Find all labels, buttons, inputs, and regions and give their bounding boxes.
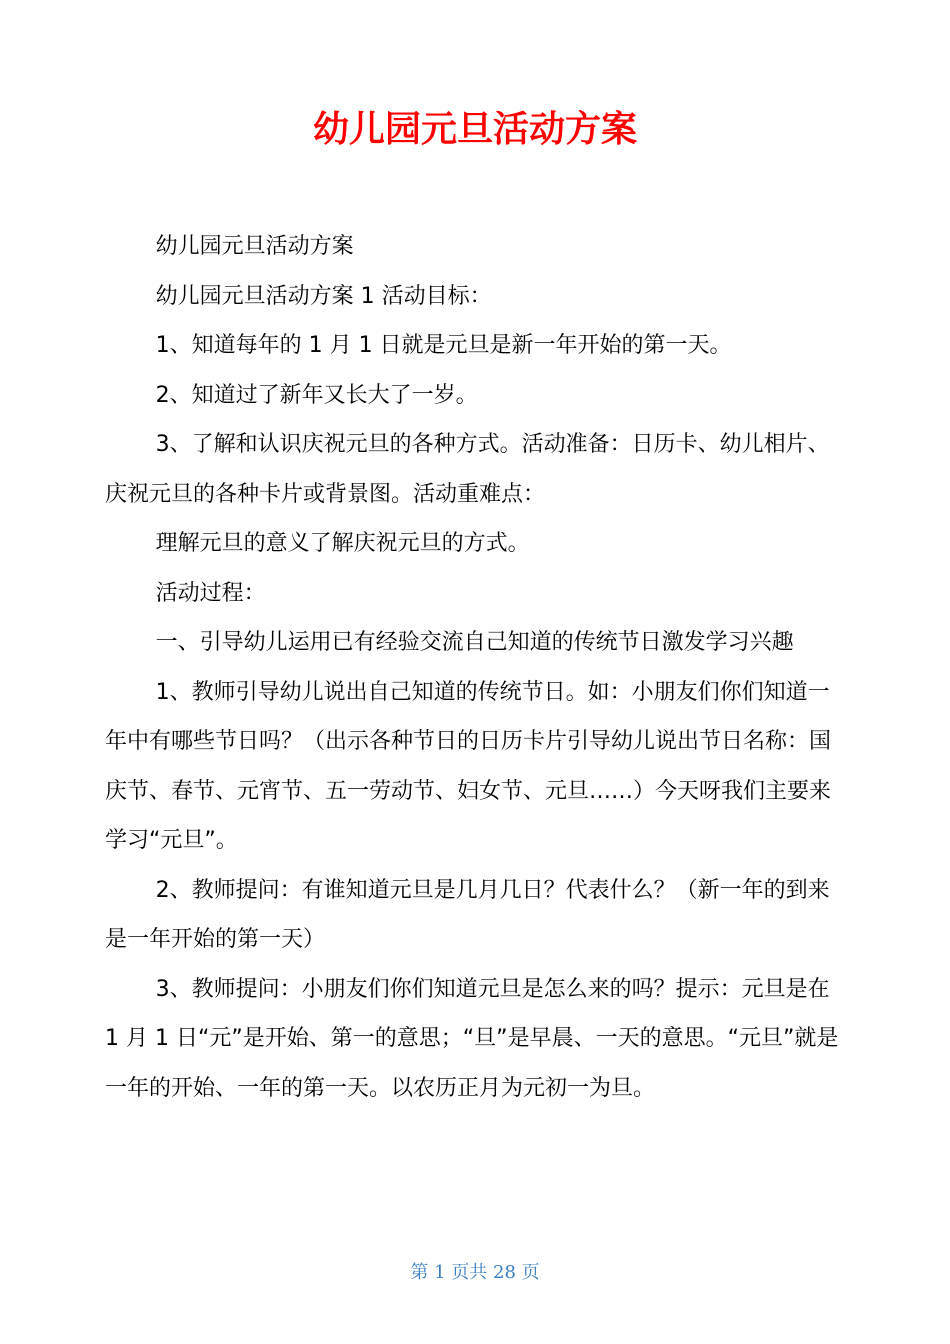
paragraph: 3、教师提问：小朋友们你们知道元旦是怎么来的吗？提示：元旦是在 1 月 1 日“元”是开始、第一的意思；“旦”是早晨、一天的意思。“元旦”就是一年的开始、一年的第一天。以农历正月为元初一为旦。 (105, 976, 839, 1101)
paragraph: 1、教师引导幼儿说出自己知道的传统节日。如：小朋友们你们知道一年中有哪些节日吗？（出示各种节日的日历卡片引导幼儿说出节日名称：国庆节、春节、元宵节、五一劳动节、妇女节、元旦……）今天呀我们主要来学习“元旦”。 (105, 679, 832, 853)
paragraph: 活动过程： (155, 580, 266, 606)
paragraph: 3、了解和认识庆祝元旦的各种方式。活动准备：日历卡、幼儿相片、庆祝元旦的各种卡片或背景图。活动重难点： (105, 432, 830, 507)
paragraph: 2、知道过了新年又长大了一岁。 (155, 382, 478, 408)
paragraph: 理解元旦的意义了解庆祝元旦的方式。 (155, 531, 530, 556)
paragraph: 1、知道每年的 1 月 1 日就是元旦是新一年开始的第一天。 (155, 333, 732, 358)
paragraph: 一、引导幼儿运用已有经验交流自己知道的传统节日激发学习兴趣 (155, 630, 794, 655)
document-title: 幼儿园元旦活动方案 (312, 109, 637, 150)
paragraph: 幼儿园元旦活动方案 (155, 234, 354, 259)
paragraph: 2、教师提问：有谁知道元旦是几月几日？代表什么？（新一年的到来是一年开始的第一天） (105, 877, 830, 952)
paragraph: 幼儿园元旦活动方案 1 活动目标： (155, 283, 492, 309)
document-body (105, 222, 845, 1113)
page-number-footer: 第 1 页共 28 页 (410, 1262, 540, 1283)
